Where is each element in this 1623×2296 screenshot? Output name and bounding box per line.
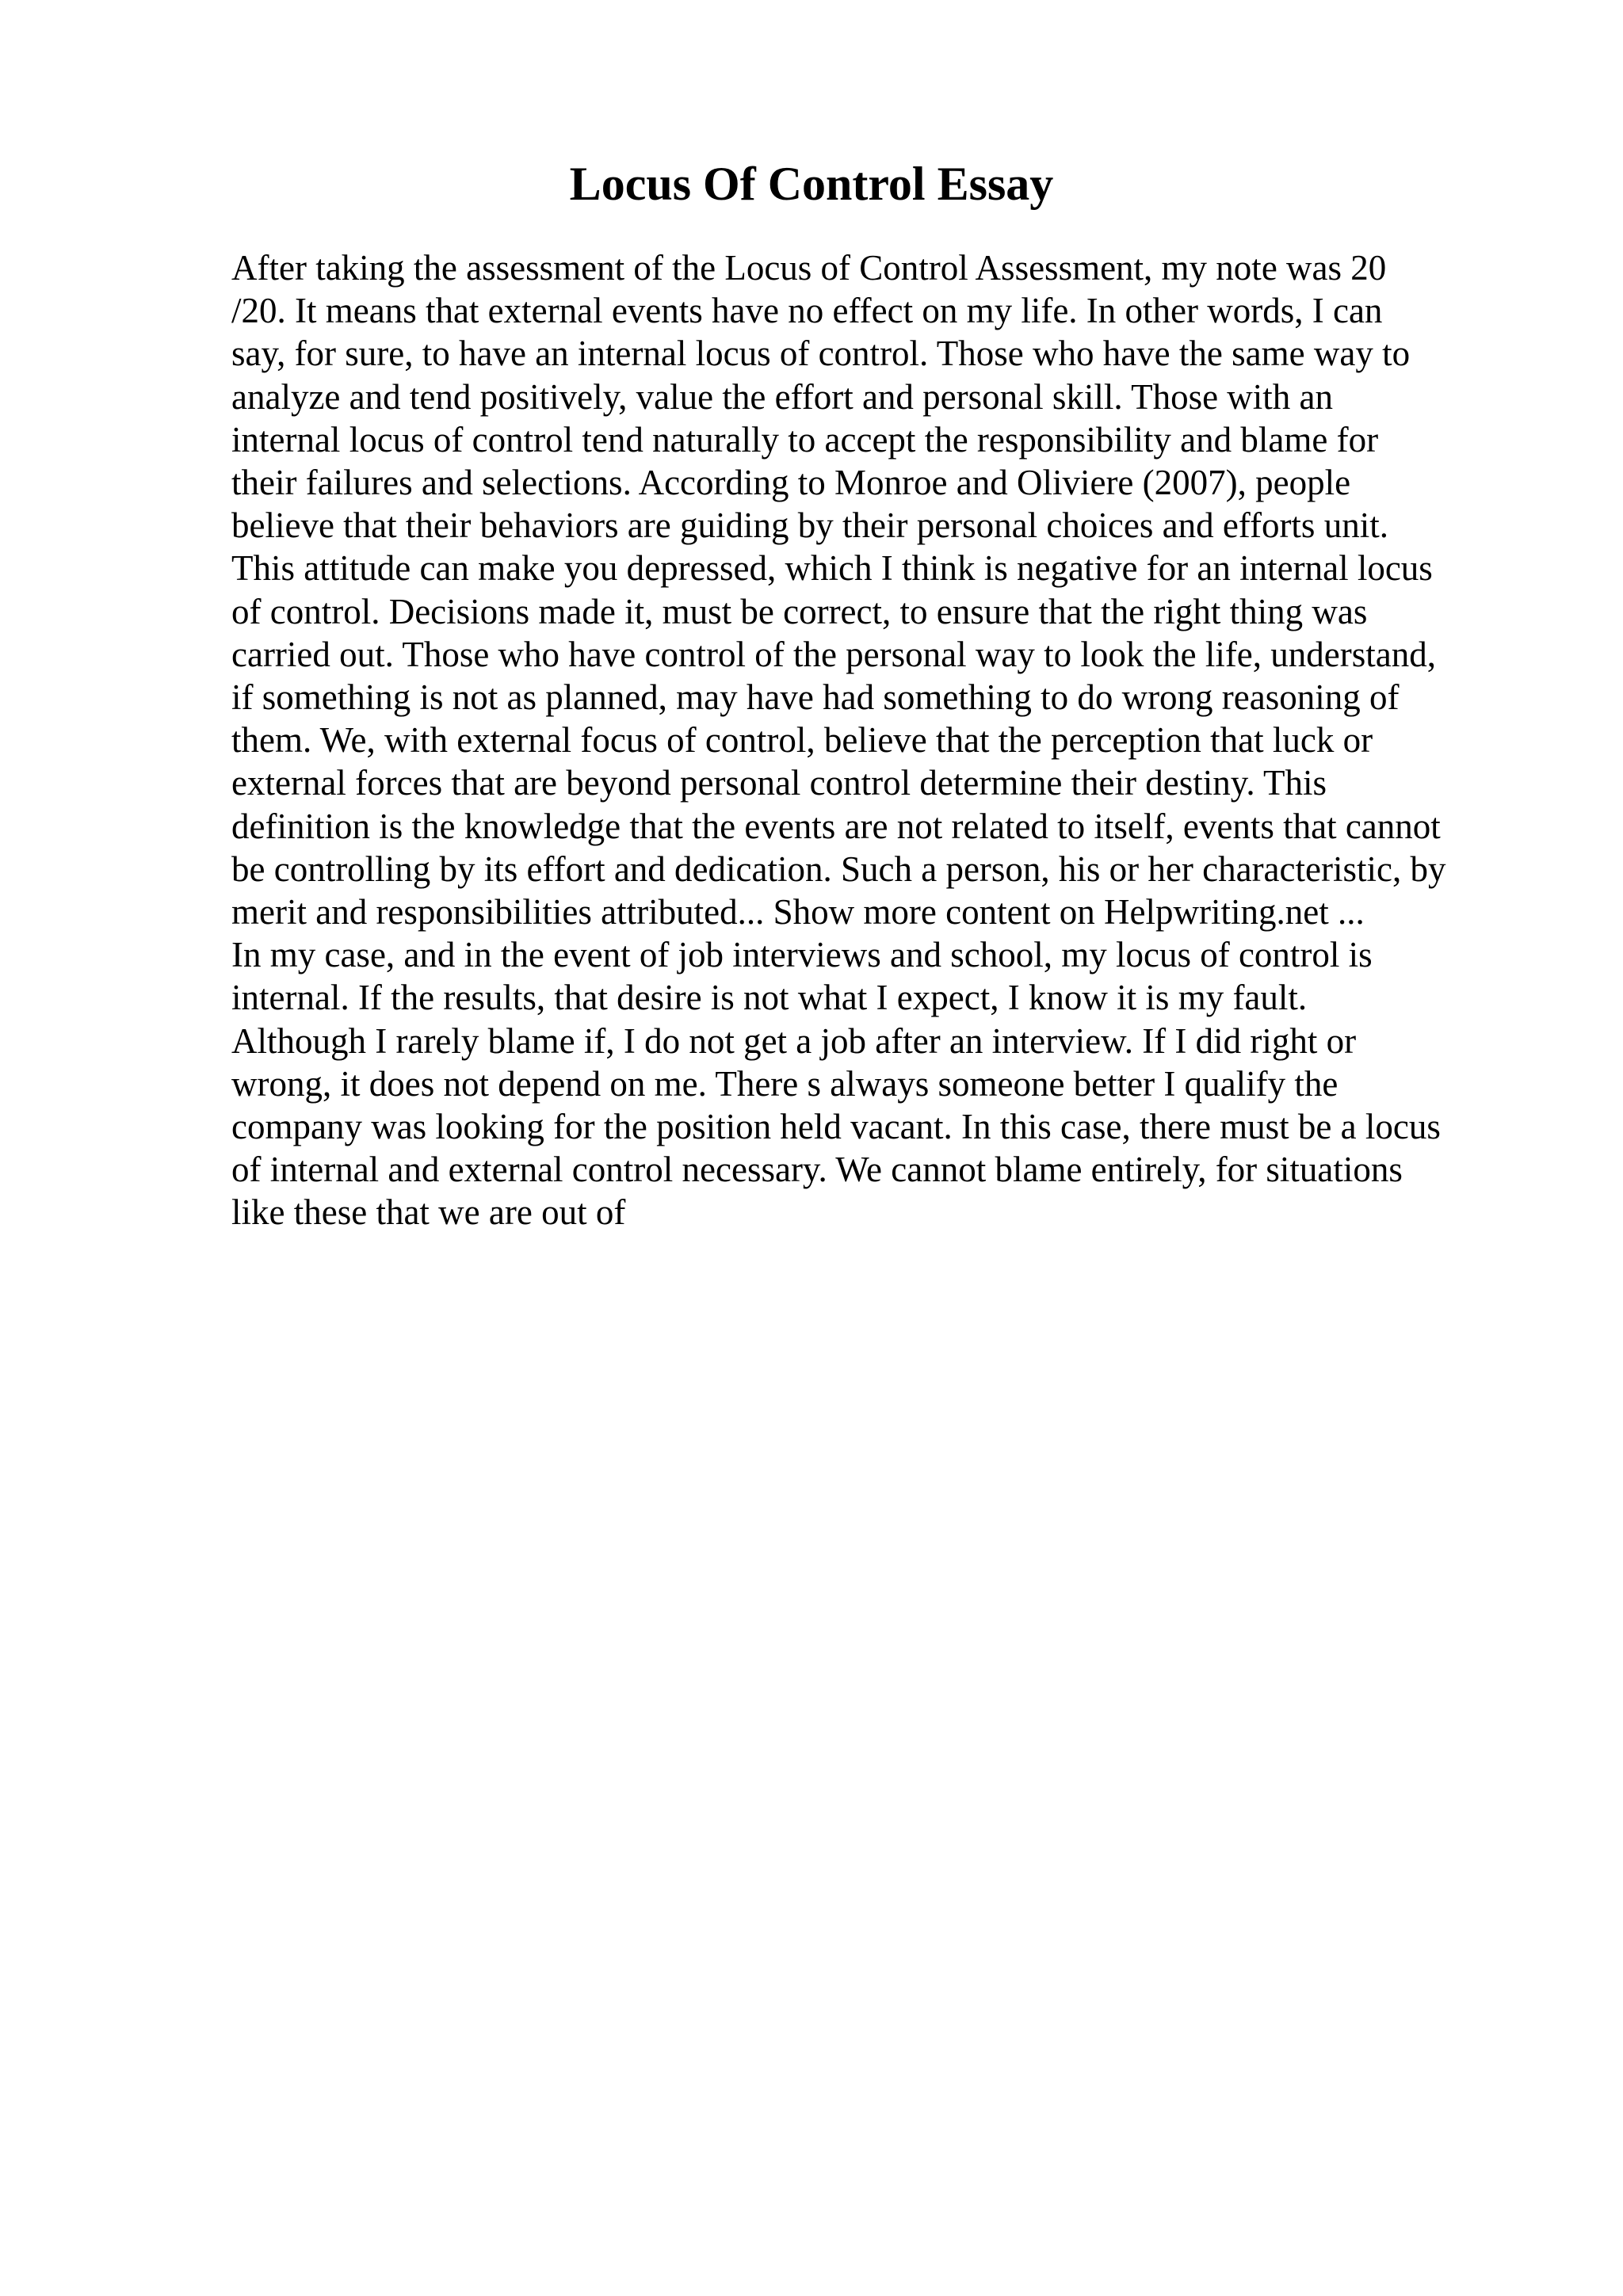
body-line: Although I rarely blame if, I do not get a job after an interview. If I did right or [231,1020,1357,1061]
body-line: In my case, and in the event of job interviews and school, my locus of control is [231,935,1373,975]
body-line: After taking the assessment of the Locus of Control Assessment, my note was 20 [231,248,1387,288]
body-line: be controlling by its effort and dedication. Such a person, his or her characteristic, by [231,849,1446,889]
body-line: internal. If the results, that desire is not what I expect, I know it is my fault. [231,978,1308,1018]
document-body [231,246,1515,1234]
document-title: Locus Of Control Essay [569,158,1054,210]
body-line: say, for sure, to have an internal locus of control. Those who have the same way to [231,334,1411,374]
body-line: if something is not as planned, may have had something to do wrong reasoning of [231,677,1400,718]
body-line: them. We, with external focus of control, believe that the perception that luck or [231,720,1373,761]
body-line: external forces that are beyond personal control determine their destiny. This [231,763,1327,803]
body-line: carried out. Those who have control of the personal way to look the life, understand, [231,634,1436,674]
body-line: definition is the knowledge that the events are not related to itself, events that cannot [231,806,1441,846]
body-line: analyze and tend positively, value the effort and personal skill. Those with an [231,376,1334,417]
body-line: This attitude can make you depressed, which I think is negative for an internal locus [231,548,1433,589]
body-line: of internal and external control necessary. We cannot blame entirely, for situations [231,1150,1403,1190]
body-line: wrong, it does not depend on me. There s always someone better I qualify the [231,1063,1338,1104]
body-line: their failures and selections. According to Monroe and Oliviere (2007), people [231,463,1351,503]
body-line: company was looking for the position held vacant. In this case, there must be a locus [231,1107,1441,1147]
body-line: internal locus of control tend naturally to accept the responsibility and blame for [231,419,1379,460]
body-line: like these that we are out of [231,1192,626,1233]
body-line: /20. It means that external events have no effect on my life. In other words, I can [231,291,1383,331]
body-line: of control. Decisions made it, must be correct, to ensure that the right thing was [231,591,1368,631]
body-line: believe that their behaviors are guiding by their personal choices and efforts unit. [231,505,1388,546]
body-line: merit and responsibilities attributed... Show more content on Helpwriting.net ... [231,892,1365,933]
